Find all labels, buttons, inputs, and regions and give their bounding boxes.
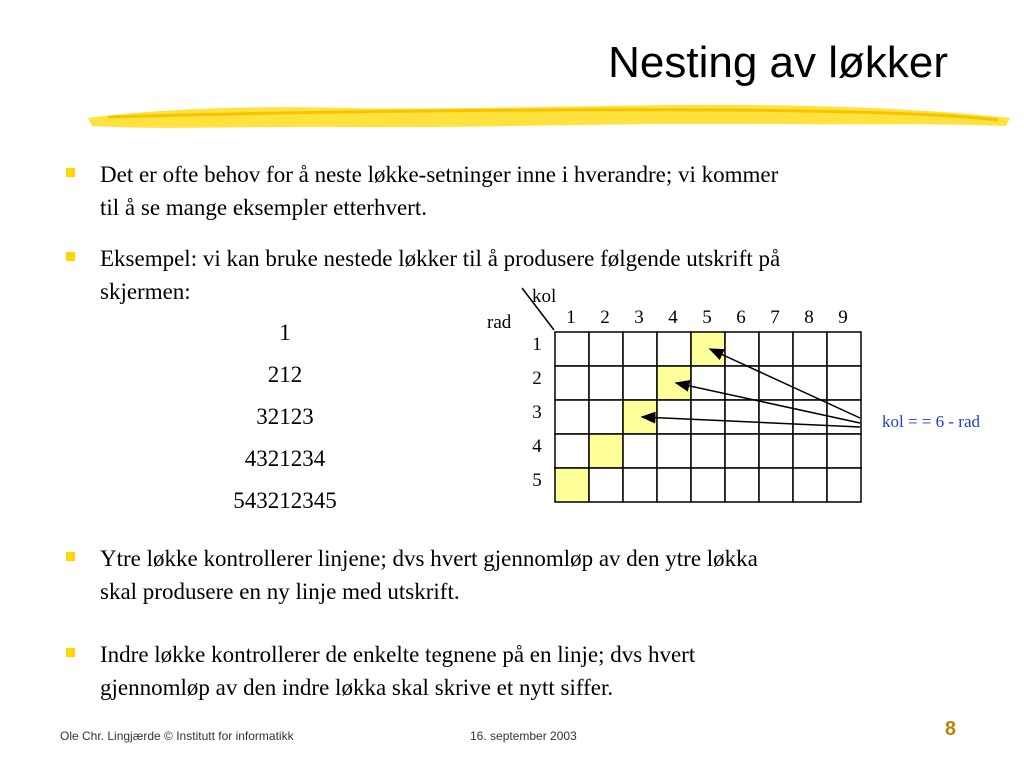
row-labels [532,334,542,491]
col-header-label: kol [532,286,557,307]
row-number-label: 4 [532,436,542,457]
grid-cell [827,332,861,366]
grid-cell [827,434,861,468]
output-line: 543212345 [233,488,337,513]
grid-cell [691,400,725,434]
col-number-label: 1 [566,307,576,328]
bullet-2-line-2: skjermen: [100,279,191,304]
grid-cell [725,434,759,468]
grid-cell [623,468,657,502]
bullet-marker [66,648,75,657]
grid-cell-highlighted [691,332,725,366]
bullet-marker [66,552,75,561]
col-number-label: 3 [634,307,644,328]
row-number-label: 3 [532,402,542,423]
grid-cell [555,332,589,366]
row-number-label: 5 [532,470,542,491]
grid-cell [759,366,793,400]
col-number-label: 4 [668,307,678,328]
bullet-3-line-2: skal produsere en ny linje med utskrift. [100,579,460,604]
grid-cell-highlighted [657,366,691,400]
grid-cell [793,468,827,502]
grid-cells [555,332,861,502]
output-line: 4321234 [244,446,326,471]
grid-cell [793,400,827,434]
page-number: 8 [944,718,956,740]
bullet-marker [66,168,75,177]
grid-cell [691,366,725,400]
bullet-4-line-2: gjennomløp av den indre løkka skal skrive et nytt siffer. [100,675,614,700]
output-line: 212 [267,362,303,387]
grid-cell [623,332,657,366]
grid-cell [691,468,725,502]
grid-cell-highlighted [589,434,623,468]
row-number-label: 1 [532,334,542,355]
grid-cell [623,434,657,468]
grid-cell [657,400,691,434]
grid-cell [589,400,623,434]
grid-cell [555,434,589,468]
grid-cell-highlighted [555,468,589,502]
annotation-label: kol = = 6 - rad [882,412,981,431]
grid-cell [657,332,691,366]
slide-title: Nesting av løkker [608,38,948,87]
grid-cell [623,366,657,400]
footer-date: 16. september 2003 [470,729,577,743]
grid-cell [725,400,759,434]
grid-cell [555,400,589,434]
output-example [180,316,390,526]
grid-cell [691,434,725,468]
grid-cell [589,332,623,366]
grid-cell [827,366,861,400]
grid-cell [759,332,793,366]
footer-author: Ole Chr. Lingjærde © Institutt for informatikk [60,729,294,743]
col-number-label: 6 [736,307,746,328]
col-number-label: 7 [770,307,780,328]
col-number-label: 8 [804,307,814,328]
grid-cell [555,366,589,400]
bullet-4-line-1: Indre løkke kontrollerer de enkelte tegnene på en linje; dvs hvert [100,642,696,667]
grid-cell [725,332,759,366]
grid-cell [827,468,861,502]
output-line: 32123 [256,404,314,429]
col-number-label: 9 [838,307,848,328]
grid-cell [657,434,691,468]
bullet-1-line-2: til å se mange eksempler etterhvert. [100,195,427,220]
grid-cell [589,366,623,400]
grid-cell [657,468,691,502]
col-number-label: 2 [600,307,610,328]
output-line: 1 [279,320,291,345]
bullet-1-line-1: Det er ofte behov for å neste løkke-setninger inne i hverandre; vi kommer [100,162,779,187]
bullet-3-line-1: Ytre løkke kontrollerer linjene; dvs hvert gjennomløp av den ytre løkka [100,546,758,571]
grid-cell [793,434,827,468]
bullet-2-line-1: Eksempel: vi kan bruke nestede løkker til å produsere følgende utskrift på [100,246,781,271]
grid-cell [759,468,793,502]
row-header-label: rad [487,312,512,333]
col-number-label: 5 [702,307,712,328]
grid-cell [725,468,759,502]
bullet-marker [66,252,75,261]
grid-cell [759,434,793,468]
grid-cell [793,332,827,366]
row-number-label: 2 [532,368,542,389]
grid-diagram [470,280,1020,520]
grid-cell [589,468,623,502]
title-underline [88,96,1010,136]
col-labels [566,307,848,328]
